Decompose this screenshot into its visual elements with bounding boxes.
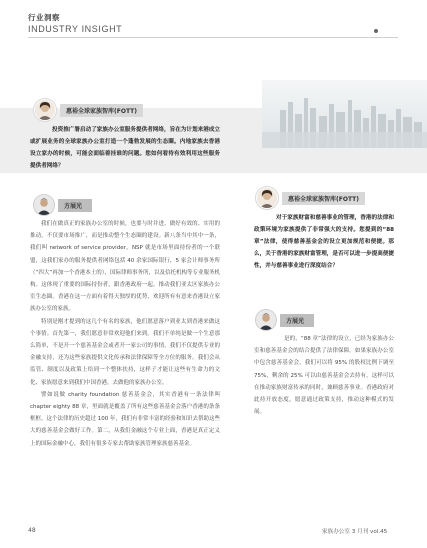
- header-divider: [28, 37, 398, 38]
- interviewee-avatar: [34, 195, 54, 215]
- question-2: 对于家族财富和慈善事业的管理，香港的法律和政策环境为家族提供了非常强大的支持。您提到的“88 章”法律，使得慈善基金会的设立更加规范和便捷。那么，关于香港的家族财富管理，是否可以进一步提高便捷性，并与慈善事业进行深度结合？: [254, 215, 394, 269]
- answer-1-paragraph: 我们在做真正的家族办公室的时候，也要与时并进，做好有效的、实用的推动，不仅要市场推广，而是推动整个生态圈的建设。新八条当中其中一条，我们叫 network of service provider，NSP 就是市场里面持份者的一个联盟，这我们家办的服务提供者网络包括 40 余家国际银行，5 家会计师事务所（“四大”再加一个香港本土的），国际律师事务所，以及信托机构等专业服务机构。这体现了重要的国际持份者，跟香港政府一起，推动我们亚太区家族办公室生态圈。香港在这一方面有着得天独厚的优势，欢迎所有有意来香港设立家族办公室的家族。: [30, 221, 220, 313]
- org-label-2: 惠裕全球家族智库(FOTT): [282, 192, 365, 205]
- answer-1: [30, 218, 220, 450]
- answer-2-paragraph: 是的，“88 章”法律的设立，已经为家族办公室和慈善基金会的结合提供了法律保障。如果家族办公室中包含慈善基金会，我们可以将 95% 的股权比例下调至 75%，剩余的 25% 可以由慈善基金会去持有，这样可以在推动家族财富传承的同时，兼顾慈善事业。香港政府对此持开放态度，愿意通过政策支持，推动这种模式的发展。: [254, 336, 394, 416]
- question-1: 投资推广署启动了家族办公室服务提供者网络，旨在为计划来港成立或扩展业务的全球家族办公室打造一个蓬勃发展的生态圈。内地家族去香港设立家办的时候，可能会面临着挂谁的问题。您如何看待有效利用这些服务提供者网络？: [30, 127, 220, 169]
- issue-label: 家族办公室 3 月刊 vol.45: [322, 529, 388, 535]
- person-badge-2: [256, 310, 314, 330]
- org-label: 惠裕全球家族智库(FOTT): [60, 104, 143, 117]
- interviewer-avatar: [34, 99, 56, 121]
- answer-1-paragraph: 特别是刚才提到的这几个有名的家族，他们愿意落户到亚太到香港来做这个事情。首先第一，我们愿意非常欢迎他们来到。我们不单纯是做一个生意那么简单，不是开一个慈善基金会或者开一家公司的事情，我们不仅提供专业的金融支持，还为这些家族提供文化传承和法律保障等全方位的服务。我们会从监管、制度以及政策上给到一个整体扶持，这样子才能让这些有生命力的文化、家族愿意来到我们中国香港，去做他的家族办公室。: [30, 318, 220, 386]
- person-badge: [34, 195, 92, 215]
- page-number: 48: [28, 527, 36, 534]
- section-header-en: INDUSTRY INSIGHT: [28, 24, 123, 34]
- interviewee-avatar: [256, 310, 276, 330]
- cityscape-image: [262, 80, 427, 148]
- interviewer-avatar: [256, 187, 278, 209]
- org-badge-2: [256, 187, 365, 209]
- org-badge: [34, 99, 143, 121]
- header-dot-icon: [374, 29, 378, 33]
- answer-1-paragraph: 譬如说做 charity foundation 慈善基金会，其实香港有一条法律叫 chapter eighty 88 章，里面就是覆盖了所有这些慈善基金会落户香港的条条框框。这个法律的历史超过 100 年，我们有非常丰富的经验和知识去帮助这些大的慈善基金会做好工作。第二，从我们金融这个专业上面，香港是真正定义上的国际金融中心，我们有很多专家去帮助家族管理家族慈善基金。: [30, 391, 220, 447]
- answer-2: [254, 333, 394, 418]
- person-label: 方展光: [58, 199, 92, 212]
- person-label-2: 方展光: [280, 314, 314, 327]
- section-header-zh: 行业洞察: [28, 13, 60, 22]
